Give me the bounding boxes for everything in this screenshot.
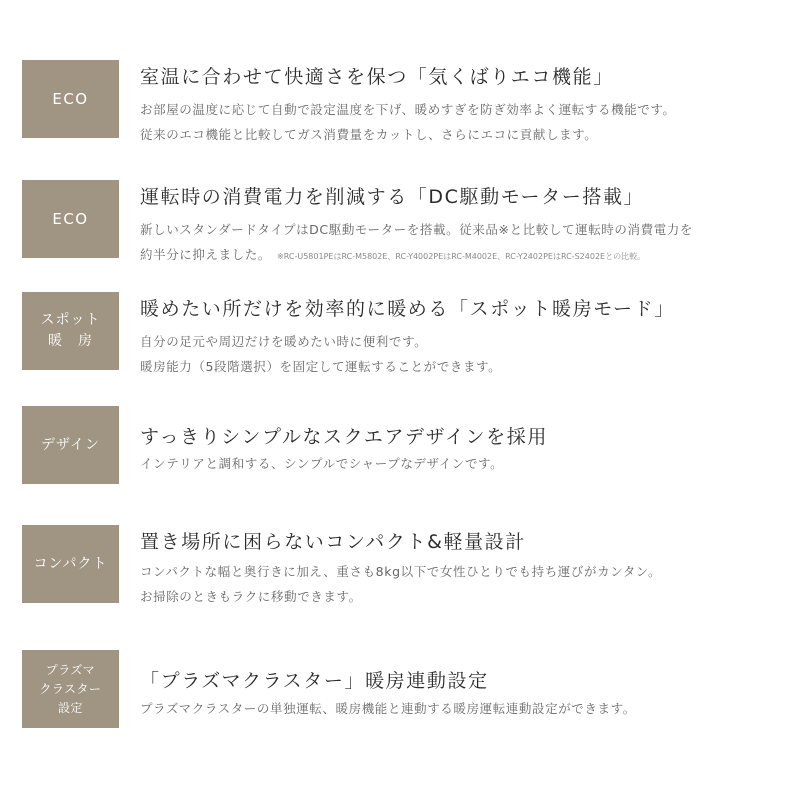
description-line: コンパクトな幅と奥行きに加え、重さも8kg以下で女性ひとりでも持ち運びがカンタン。 (140, 564, 662, 579)
feature-badge: プラズマ クラスター 設定 (22, 650, 119, 728)
feature-badge: デザイン (22, 406, 119, 484)
description-line: プラズマクラスターの単独運転、暖房機能と連動する暖房運転連動設定ができます。 (140, 701, 636, 716)
feature-title: 「プラズマクラスター」暖房連動設定 (140, 670, 489, 692)
description-line: 従来のエコ機能と比較してガス消費量をカットし、さらにエコに貢献します。 (140, 127, 598, 142)
feature-description (140, 559, 661, 609)
feature-title: 室温に合わせて快適さを保つ「気くばりエコ機能」 (140, 66, 614, 88)
feature-badge: コンパクト (22, 525, 119, 603)
description-line: 新しいスタンダードタイプはDC駆動モーターを搭載。従来品※と比較して運転時の消費電力を (140, 222, 694, 237)
feature-badge: ECO (22, 60, 119, 138)
feature-description (140, 696, 636, 721)
description-line: お掃除のときもラクに移動できます。 (140, 589, 362, 604)
feature-description (140, 97, 676, 147)
description-text: 約半分に抑えました。 (140, 247, 272, 262)
feature-description (140, 451, 503, 476)
feature-title: 暖めたい所だけを効率的に暖める「スポット暖房モード」 (140, 298, 675, 320)
feature-badge: ECO (22, 180, 119, 258)
description-line: 暖房能力（5段階選択）を固定して運転することができます。 (140, 359, 502, 374)
description-line (140, 242, 693, 269)
description-line: インテリアと調和する、シンプルでシャープなデザインです。 (140, 456, 504, 471)
feature-badge: スポット 暖 房 (22, 292, 119, 370)
feature-description (140, 329, 501, 379)
description-line: お部屋の温度に応じて自動で設定温度を下げ、暖めすぎを防ぎ効率よく運転する機能です。 (140, 102, 676, 117)
description-line: 自分の足元や周辺だけを暖めたい時に便利です。 (140, 334, 428, 349)
feature-title: すっきりシンプルなスクエアデザインを採用 (140, 426, 548, 448)
feature-title: 運転時の消費電力を削減する「DC駆動モーター搭載」 (140, 186, 645, 208)
feature-title: 置き場所に困らないコンパクト&軽量設計 (140, 531, 526, 553)
feature-description (140, 217, 693, 269)
comparison-footnote: ※RC-U5801PEはRC-M5802E、RC-Y4002PEはRC-M4002E、RC-Y2402PEはRC-S2402Eとの比較。 (277, 252, 646, 261)
